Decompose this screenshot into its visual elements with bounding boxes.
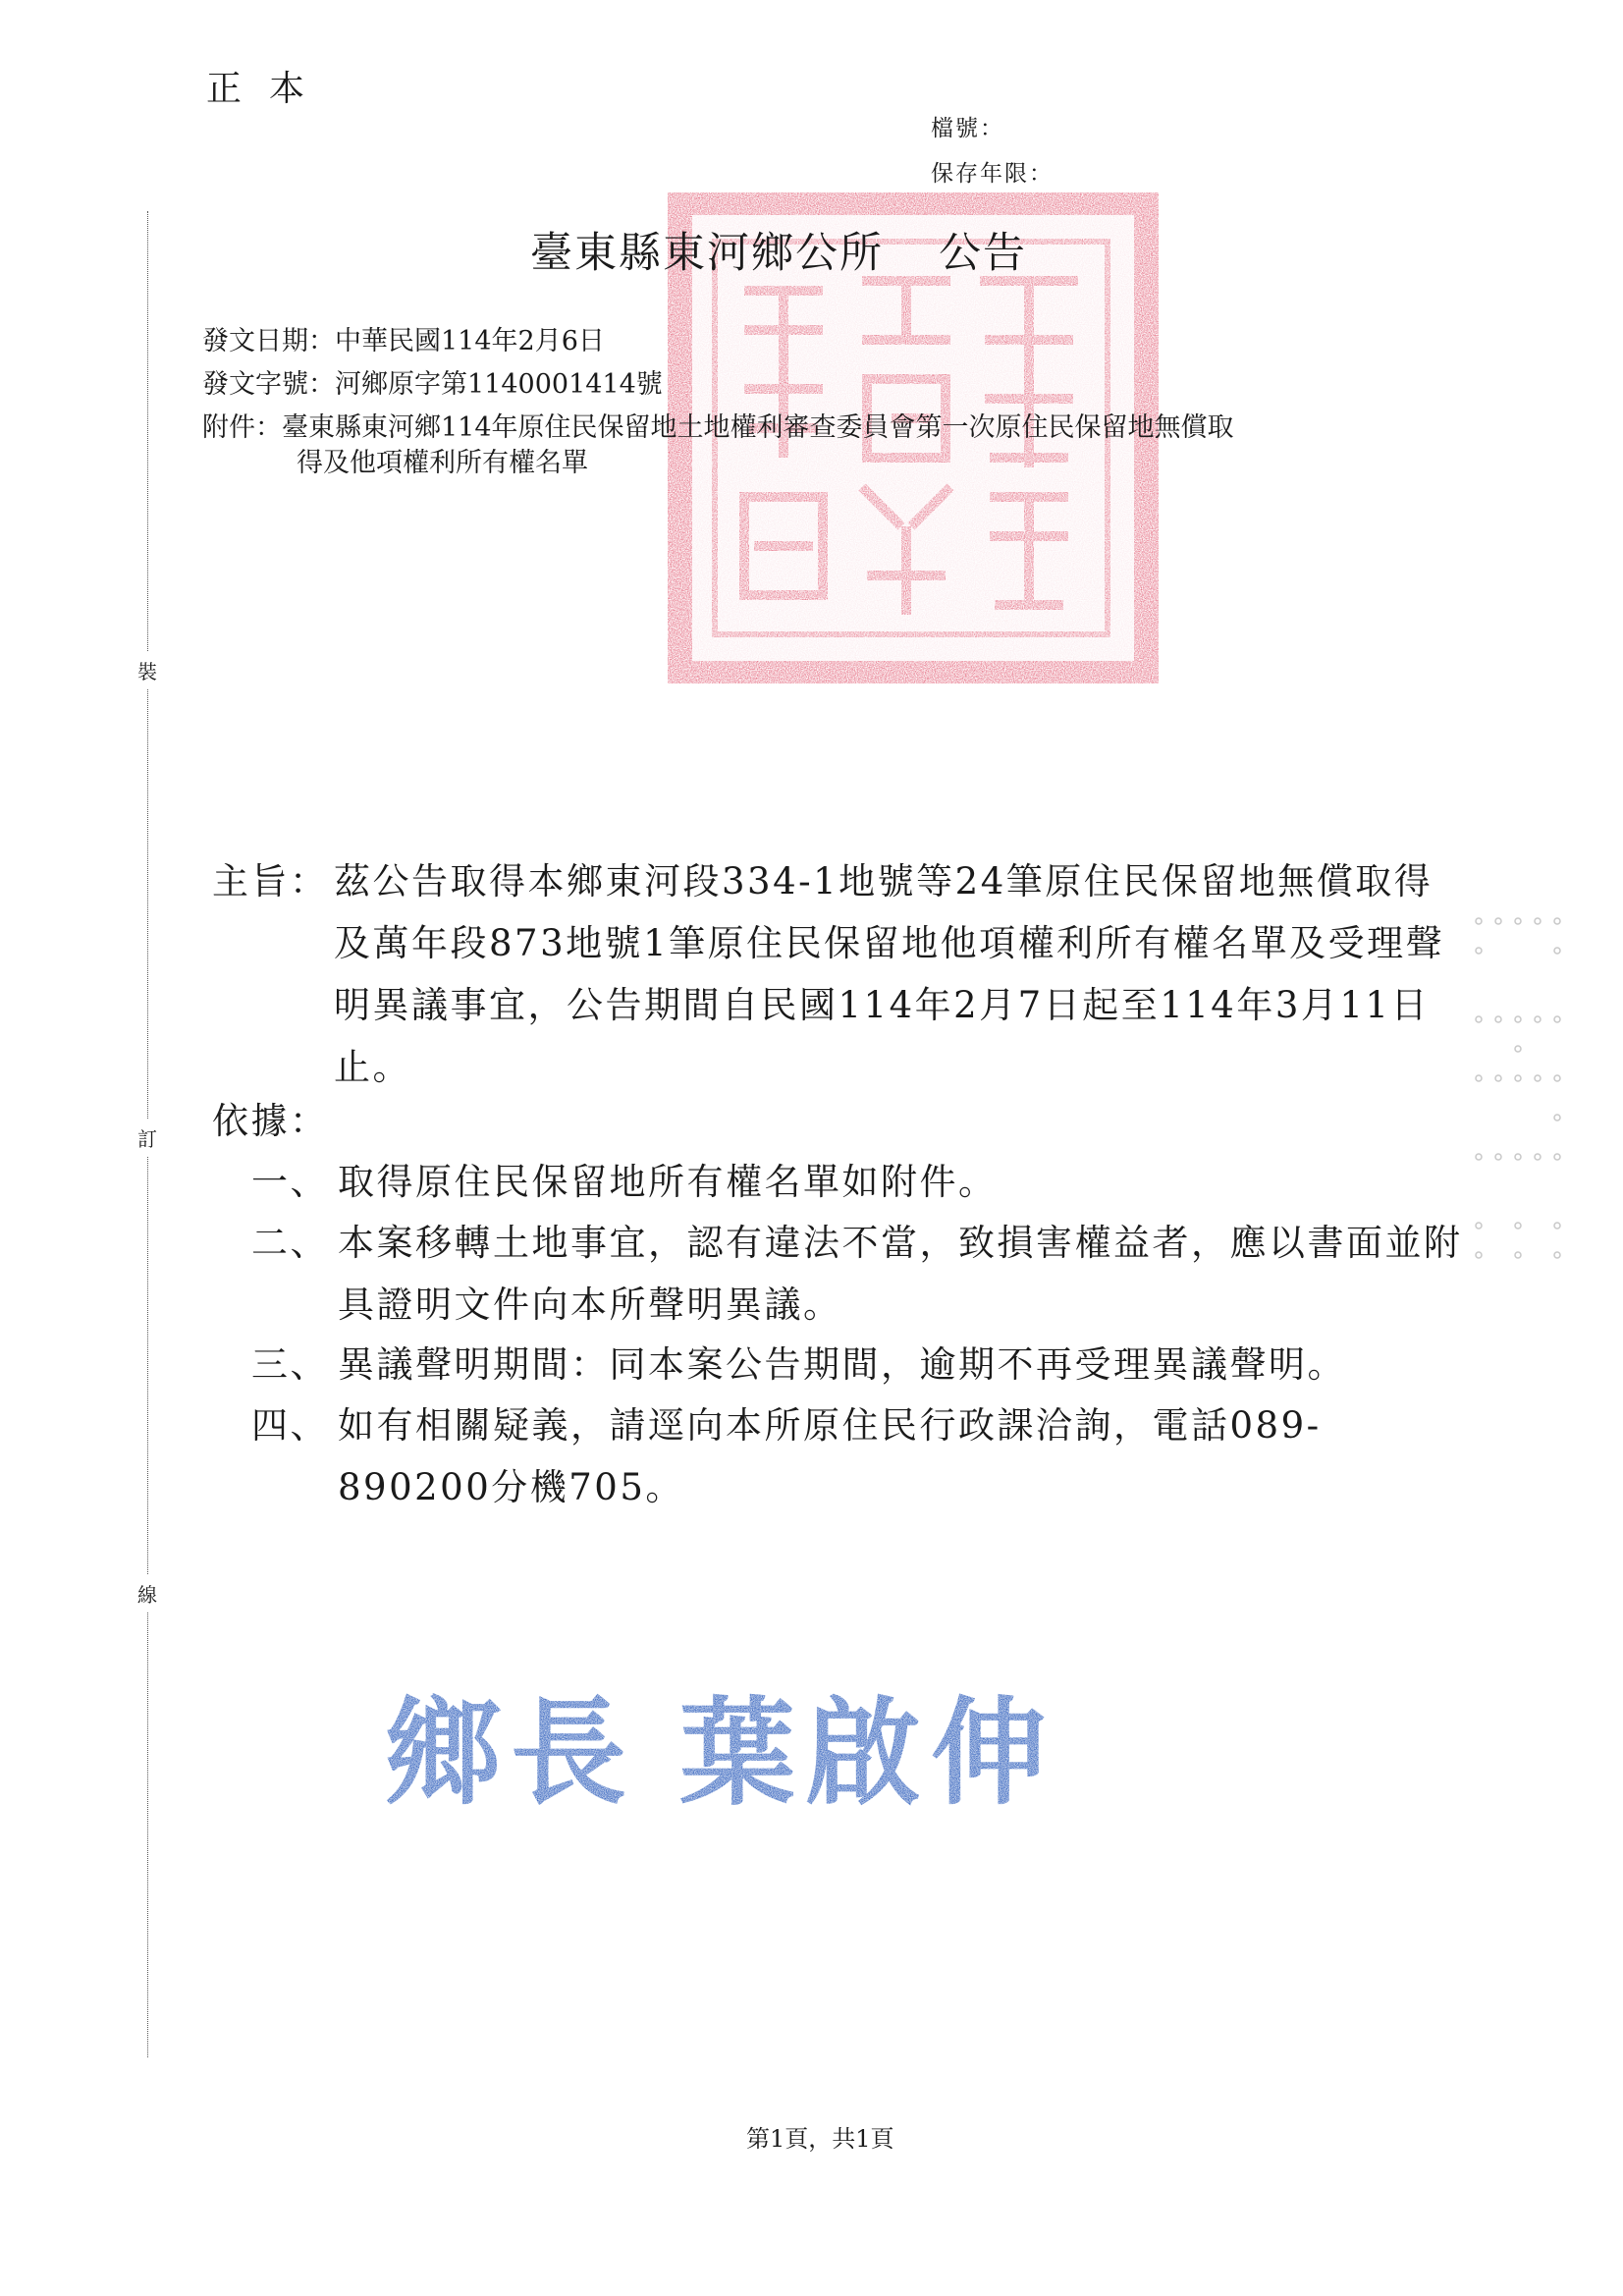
issue-date: 發文日期：中華民國114年2月6日 — [202, 326, 605, 356]
signature-name: 葉啟伸 — [679, 1684, 1057, 1821]
binding-char-ding: 訂 — [137, 1120, 157, 1156]
document-title — [530, 220, 1027, 280]
attachment-line-2: 得及他項權利所有權名單 — [297, 448, 588, 478]
signature-title: 鄉長 — [385, 1684, 637, 1821]
issue-number: 發文字號：河鄉原字第1140001414號 — [202, 369, 663, 400]
attachment-line-1: 附件：臺東縣東河鄉114年原住民保留地土地權利審查委員會第一次原住民保留地無償取 — [202, 412, 1234, 443]
title-type: 公告 — [939, 229, 1027, 278]
retention-period-label: 保存年限： — [931, 161, 1054, 187]
title-organization: 臺東縣東河鄉公所 — [530, 229, 884, 278]
page-number: 第1頁，共1頁 — [746, 2125, 894, 2153]
basis-item-text: 如有相關疑義，請逕向本所原住民行政課洽詢，電話089-890200分機705。 — [338, 1404, 1322, 1508]
basis-item-number: 三、 — [251, 1343, 329, 1386]
basis-item-text: 取得原住民保留地所有權名單如附件。 — [338, 1161, 998, 1203]
scan-dot-marks — [1469, 911, 1567, 1304]
basis-item-text: 本案移轉土地事宜，認有違法不當，致損害權益者，應以書面並附具證明文件向本所聲明異議。 — [338, 1222, 1463, 1326]
basis-item-number: 四、 — [251, 1404, 329, 1447]
basis-label: 依據： — [212, 1100, 329, 1142]
subject-text: 茲公告取得本鄉東河段334-1地號等24筆原住民保留地無償取得及萬年段873地號1筆原住民保留地他項權利所有權名單及受理聲明異議事宜，公告期間自民國114年2月7日起至114年3月11日止。 — [334, 860, 1445, 1088]
basis-item-number: 一、 — [251, 1161, 329, 1203]
signature-stamp — [385, 1666, 1190, 1842]
binding-char-xian: 線 — [137, 1575, 157, 1612]
attachment — [202, 410, 1430, 481]
copy-mark: 正本 — [206, 69, 333, 109]
file-number-label: 檔號： — [931, 116, 1004, 141]
basis-item-text: 異議聲明期間：同本案公告期間，逾期不再受理異議聲明。 — [338, 1343, 1346, 1386]
basis-item-number: 二、 — [251, 1222, 329, 1264]
subject-label: 主旨： — [212, 860, 329, 902]
binding-char-zhuang: 裝 — [137, 652, 157, 688]
